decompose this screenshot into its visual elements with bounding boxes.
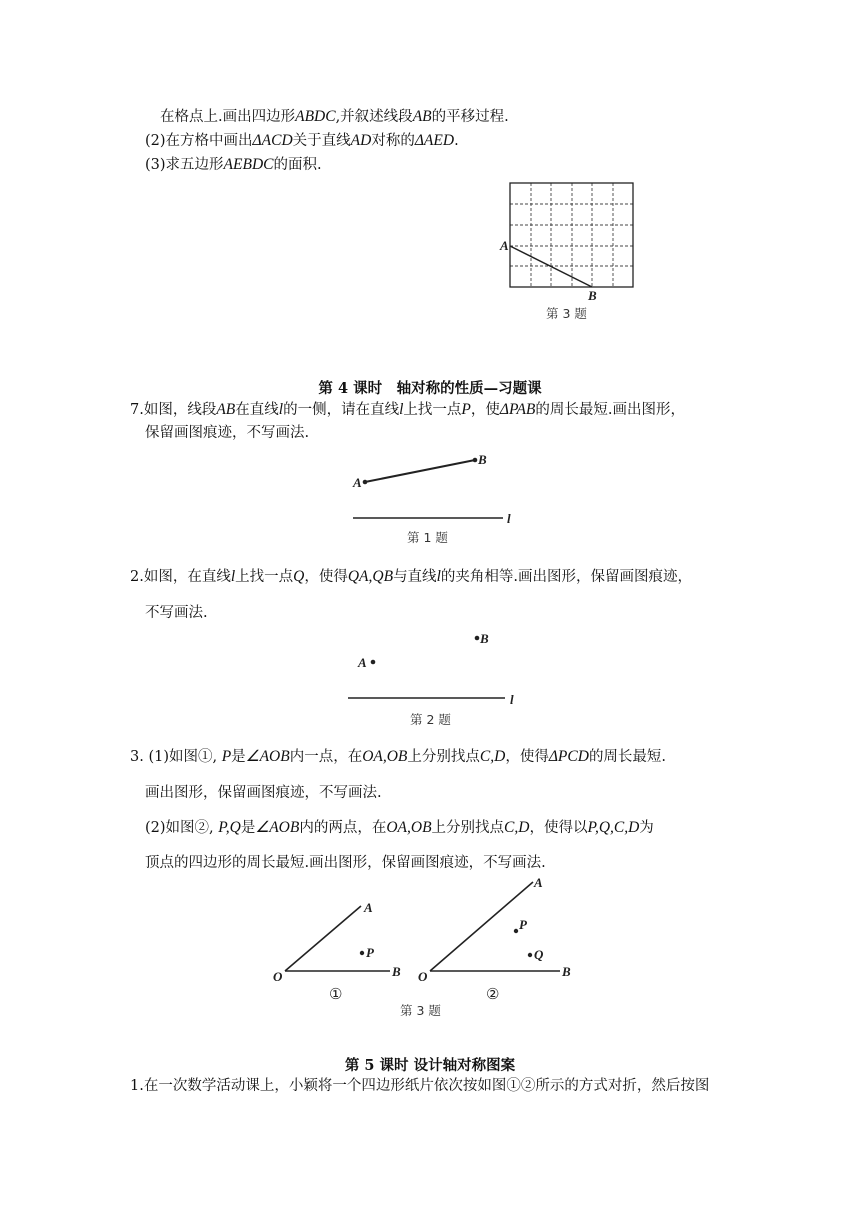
point-b (473, 458, 478, 463)
question-line: 不写画法. (145, 605, 208, 621)
label-a: A (500, 238, 509, 253)
math: ABDC (295, 108, 336, 125)
label-b: B (392, 964, 401, 979)
label-b: B (562, 964, 571, 979)
text: 2.如图，在直线 (130, 569, 231, 585)
label-l: l (510, 692, 514, 707)
text: 7.如图，线段 (130, 402, 217, 418)
text: 在直线 (235, 402, 279, 418)
label-q: Q (534, 947, 544, 962)
text: ，使得 (304, 569, 348, 585)
math: AB (412, 108, 432, 125)
label-b: B (480, 631, 489, 646)
math: ΔPAB (499, 401, 536, 418)
math: ∠AOB (255, 819, 300, 836)
math: ΔACD (252, 132, 293, 149)
segment-ab (365, 460, 475, 482)
label-a: A (364, 900, 373, 915)
question-line: 1.在一次数学活动课上，小颖将一个四边形纸片依次按如图①②所示的方式对折，然后按图 (130, 1078, 710, 1094)
math: AB (216, 401, 236, 418)
math: QA,QB (347, 568, 394, 585)
math: ΔAED (414, 132, 455, 149)
ray-oa (430, 882, 533, 971)
question-line (130, 400, 685, 420)
question-line (130, 567, 692, 587)
label-b: B (588, 288, 597, 303)
math: ΔPCD (548, 748, 589, 765)
figure-caption: 第 3 题 (400, 1003, 441, 1018)
figure-caption: 第 3 题 (546, 306, 587, 321)
label-b: B (478, 452, 487, 467)
math: l (230, 568, 236, 585)
figure-number: ① (329, 987, 343, 1003)
text: 的夹角相等.画出图形，保留画图痕迹， (440, 569, 692, 585)
label-a: A (358, 655, 367, 670)
math: P (461, 401, 471, 418)
text: ，使得以 (529, 820, 588, 836)
text: ,并叙述线段 (335, 109, 413, 125)
grid-lines (510, 183, 633, 287)
text: 的面积. (273, 157, 322, 173)
figure-number: ② (486, 987, 500, 1003)
label-p: P (366, 945, 374, 960)
text: 是 (240, 820, 256, 836)
math: ∠AOB (245, 748, 290, 765)
label-p: P (519, 917, 527, 932)
question-line: 保留画图痕迹，不写画法. (145, 425, 310, 441)
text: 上找一点 (403, 402, 462, 418)
question-line: 画出图形，保留画图痕迹，不写画法. (145, 785, 382, 801)
question-line: 顶点的四边形的周长最短.画出图形，保留画图痕迹，不写画法. (145, 855, 546, 871)
label-a: A (353, 475, 362, 490)
math: l (399, 401, 404, 418)
question-line (160, 107, 509, 127)
point-b (475, 636, 480, 641)
grid-figure (490, 175, 660, 325)
figure-1 (345, 445, 525, 550)
ray-oa (285, 906, 361, 971)
text: 上分别找点 (431, 820, 505, 836)
text: 的周长最短. (588, 749, 667, 765)
text: 的一侧，请在直线 (283, 402, 400, 418)
text: 3. (1)如图①, (130, 749, 218, 765)
text: 内的两点，在 (299, 820, 387, 836)
text: (3)求五边形 (145, 157, 224, 173)
question-line (130, 747, 666, 767)
text: 关于直线 (292, 133, 351, 149)
figure-3 (265, 870, 585, 1025)
text: . (454, 133, 459, 149)
text: 为 (639, 820, 654, 836)
text: 上分别找点 (407, 749, 480, 765)
text: ，使得 (505, 749, 549, 765)
math: l (436, 568, 441, 585)
grid-border (510, 183, 633, 287)
text: 与直线 (393, 569, 437, 585)
math: AEBDC (223, 156, 274, 173)
section-heading: 第 4 课时 轴对称的性质—习题课 (318, 380, 542, 397)
label-o: O (273, 969, 283, 984)
math: P (221, 748, 232, 765)
text: ，使 (470, 402, 500, 418)
point-a (363, 480, 368, 485)
figure-caption: 第 1 题 (407, 530, 448, 545)
text: 在格点上.画出四边形 (160, 109, 296, 125)
text: 是 (231, 749, 246, 765)
figure-caption: 第 2 题 (410, 712, 451, 727)
math: Q (293, 568, 305, 585)
question-line (145, 818, 654, 838)
point-p (360, 951, 364, 955)
figure-2 (340, 625, 530, 730)
point-p (514, 929, 518, 933)
text: 对称的 (371, 133, 415, 149)
math: C,D (479, 748, 506, 765)
text: 内一点，在 (289, 749, 363, 765)
math: AD (350, 132, 372, 149)
point-q (528, 953, 532, 957)
question-line (145, 131, 459, 151)
math: P,Q,C,D (587, 819, 640, 836)
section-heading: 第 5 课时 设计轴对称图案 (344, 1057, 516, 1074)
text: 上找一点 (235, 569, 294, 585)
question-line (145, 155, 322, 175)
math: P,Q (218, 819, 241, 836)
label-o: O (418, 969, 428, 984)
text: (2)如图②, (145, 820, 214, 836)
label-a: A (534, 875, 543, 890)
label-l: l (507, 511, 511, 526)
text: 的平移过程. (431, 109, 509, 125)
math: C,D (504, 819, 530, 836)
math: OA,OB (386, 819, 432, 836)
text: 的周长最短.画出图形， (535, 402, 685, 418)
point-a (371, 660, 376, 665)
math: l (278, 401, 284, 418)
text: (2)在方格中画出 (145, 133, 253, 149)
math: OA,OB (362, 748, 408, 765)
